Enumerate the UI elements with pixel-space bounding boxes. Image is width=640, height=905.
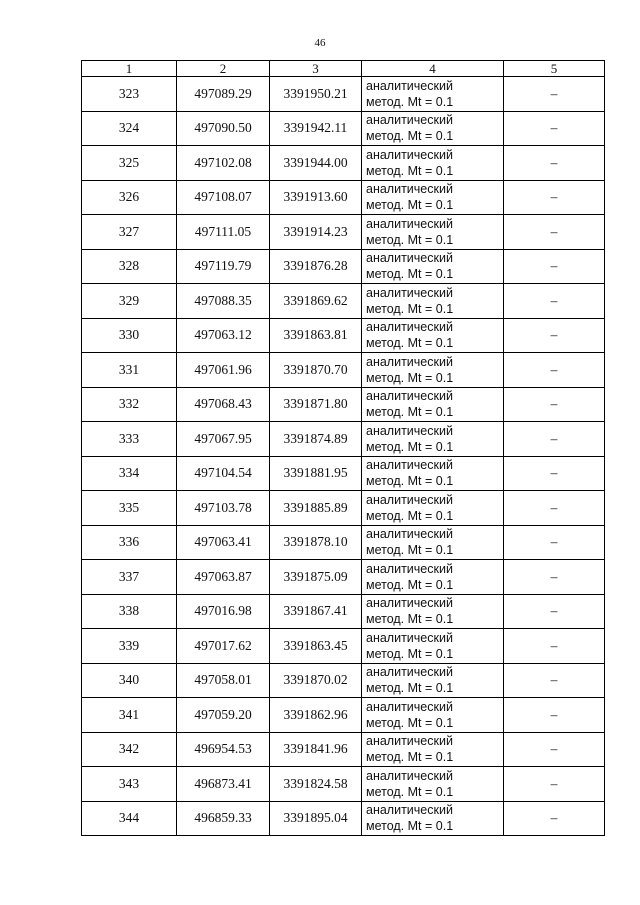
table-header-row bbox=[82, 61, 605, 77]
table-row bbox=[82, 353, 605, 388]
x-coordinate-cell: 497089.29 bbox=[177, 77, 270, 112]
point-number-cell: 336 bbox=[82, 525, 177, 560]
method-line-2: метод. Mt = 0.1 bbox=[366, 336, 454, 351]
method-line-2: метод. Mt = 0.1 bbox=[366, 474, 454, 489]
table-row bbox=[82, 387, 605, 422]
y-coordinate-cell: 3391944.00 bbox=[270, 146, 362, 181]
x-coordinate-cell: 497061.96 bbox=[177, 353, 270, 388]
method-line-1: аналитический bbox=[366, 734, 453, 749]
method-cell bbox=[362, 387, 504, 422]
table-row bbox=[82, 491, 605, 526]
table-row bbox=[82, 284, 605, 319]
method-line-1: аналитический bbox=[366, 423, 453, 438]
point-number-cell: 338 bbox=[82, 594, 177, 629]
point-number-cell: 339 bbox=[82, 629, 177, 664]
note-cell: – bbox=[504, 732, 605, 767]
method-cell bbox=[362, 353, 504, 388]
note-cell: – bbox=[504, 698, 605, 733]
method-line-1: аналитический bbox=[366, 527, 453, 542]
note-cell: – bbox=[504, 767, 605, 802]
x-coordinate-cell: 497017.62 bbox=[177, 629, 270, 664]
x-coordinate-cell: 497063.12 bbox=[177, 318, 270, 353]
note-cell: – bbox=[504, 491, 605, 526]
method-line-2: метод. Mt = 0.1 bbox=[366, 370, 454, 385]
note-cell: – bbox=[504, 456, 605, 491]
note-cell: – bbox=[504, 629, 605, 664]
table-row bbox=[82, 732, 605, 767]
method-line-1: аналитический bbox=[366, 665, 453, 680]
point-number-cell: 328 bbox=[82, 249, 177, 284]
table-row bbox=[82, 663, 605, 698]
note-cell: – bbox=[504, 422, 605, 457]
x-coordinate-cell: 497063.41 bbox=[177, 525, 270, 560]
method-line-1: аналитический bbox=[366, 320, 453, 335]
point-number-cell: 329 bbox=[82, 284, 177, 319]
note-cell: – bbox=[504, 318, 605, 353]
point-number-cell: 343 bbox=[82, 767, 177, 802]
note-cell: – bbox=[504, 180, 605, 215]
x-coordinate-cell: 497103.78 bbox=[177, 491, 270, 526]
y-coordinate-cell: 3391863.45 bbox=[270, 629, 362, 664]
table-row bbox=[82, 146, 605, 181]
method-line-1: аналитический bbox=[366, 389, 453, 404]
method-line-2: метод. Mt = 0.1 bbox=[366, 819, 454, 834]
x-coordinate-cell: 496873.41 bbox=[177, 767, 270, 802]
table-row bbox=[82, 456, 605, 491]
y-coordinate-cell: 3391863.81 bbox=[270, 318, 362, 353]
method-cell bbox=[362, 111, 504, 146]
note-cell: – bbox=[504, 249, 605, 284]
point-number-cell: 334 bbox=[82, 456, 177, 491]
y-coordinate-cell: 3391874.89 bbox=[270, 422, 362, 457]
table-row bbox=[82, 767, 605, 802]
method-cell bbox=[362, 629, 504, 664]
method-line-1: аналитический bbox=[366, 768, 453, 783]
method-cell bbox=[362, 249, 504, 284]
point-number-cell: 324 bbox=[82, 111, 177, 146]
point-number-cell: 337 bbox=[82, 560, 177, 595]
method-line-1: аналитический bbox=[366, 113, 453, 128]
x-coordinate-cell: 497102.08 bbox=[177, 146, 270, 181]
method-cell bbox=[362, 318, 504, 353]
point-number-cell: 327 bbox=[82, 215, 177, 250]
method-cell bbox=[362, 698, 504, 733]
method-cell bbox=[362, 422, 504, 457]
y-coordinate-cell: 3391862.96 bbox=[270, 698, 362, 733]
method-line-1: аналитический bbox=[366, 251, 453, 266]
y-coordinate-cell: 3391913.60 bbox=[270, 180, 362, 215]
method-line-2: метод. Mt = 0.1 bbox=[366, 163, 454, 178]
header-col-2: 2 bbox=[177, 61, 270, 77]
note-cell: – bbox=[504, 801, 605, 836]
header-col-4: 4 bbox=[362, 61, 504, 77]
note-cell: – bbox=[504, 146, 605, 181]
method-cell bbox=[362, 215, 504, 250]
point-number-cell: 344 bbox=[82, 801, 177, 836]
point-number-cell: 340 bbox=[82, 663, 177, 698]
point-number-cell: 333 bbox=[82, 422, 177, 457]
method-line-2: метод. Mt = 0.1 bbox=[366, 715, 454, 730]
method-line-2: метод. Mt = 0.1 bbox=[366, 646, 454, 661]
y-coordinate-cell: 3391878.10 bbox=[270, 525, 362, 560]
x-coordinate-cell: 497108.07 bbox=[177, 180, 270, 215]
method-line-2: метод. Mt = 0.1 bbox=[366, 129, 454, 144]
method-cell bbox=[362, 146, 504, 181]
method-line-1: аналитический bbox=[366, 699, 453, 714]
note-cell: – bbox=[504, 525, 605, 560]
method-line-1: аналитический bbox=[366, 596, 453, 611]
table-row bbox=[82, 111, 605, 146]
point-number-cell: 335 bbox=[82, 491, 177, 526]
method-line-2: метод. Mt = 0.1 bbox=[366, 267, 454, 282]
x-coordinate-cell: 497090.50 bbox=[177, 111, 270, 146]
method-line-2: метод. Mt = 0.1 bbox=[366, 612, 454, 627]
method-line-2: метод. Mt = 0.1 bbox=[366, 198, 454, 213]
note-cell: – bbox=[504, 387, 605, 422]
method-line-2: метод. Mt = 0.1 bbox=[366, 543, 454, 558]
table-row bbox=[82, 801, 605, 836]
y-coordinate-cell: 3391870.02 bbox=[270, 663, 362, 698]
x-coordinate-cell: 497059.20 bbox=[177, 698, 270, 733]
point-number-cell: 341 bbox=[82, 698, 177, 733]
point-number-cell: 331 bbox=[82, 353, 177, 388]
method-line-1: аналитический bbox=[366, 803, 453, 818]
point-number-cell: 330 bbox=[82, 318, 177, 353]
y-coordinate-cell: 3391881.95 bbox=[270, 456, 362, 491]
x-coordinate-cell: 497067.95 bbox=[177, 422, 270, 457]
y-coordinate-cell: 3391950.21 bbox=[270, 77, 362, 112]
note-cell: – bbox=[504, 353, 605, 388]
method-line-1: аналитический bbox=[366, 78, 453, 93]
x-coordinate-cell: 497119.79 bbox=[177, 249, 270, 284]
table-row bbox=[82, 698, 605, 733]
note-cell: – bbox=[504, 215, 605, 250]
table-row bbox=[82, 422, 605, 457]
method-cell bbox=[362, 767, 504, 802]
method-line-1: аналитический bbox=[366, 147, 453, 162]
x-coordinate-cell: 497104.54 bbox=[177, 456, 270, 491]
note-cell: – bbox=[504, 560, 605, 595]
method-line-2: метод. Mt = 0.1 bbox=[366, 405, 454, 420]
method-line-2: метод. Mt = 0.1 bbox=[366, 750, 454, 765]
method-line-2: метод. Mt = 0.1 bbox=[366, 681, 454, 696]
method-cell bbox=[362, 491, 504, 526]
method-cell bbox=[362, 180, 504, 215]
x-coordinate-cell: 497068.43 bbox=[177, 387, 270, 422]
table-row bbox=[82, 318, 605, 353]
method-cell bbox=[362, 801, 504, 836]
header-col-3: 3 bbox=[270, 61, 362, 77]
y-coordinate-cell: 3391824.58 bbox=[270, 767, 362, 802]
header-col-1: 1 bbox=[82, 61, 177, 77]
method-line-1: аналитический bbox=[366, 561, 453, 576]
coordinates-table bbox=[81, 60, 605, 836]
note-cell: – bbox=[504, 594, 605, 629]
y-coordinate-cell: 3391895.04 bbox=[270, 801, 362, 836]
method-line-1: аналитический bbox=[366, 285, 453, 300]
table-row bbox=[82, 215, 605, 250]
y-coordinate-cell: 3391914.23 bbox=[270, 215, 362, 250]
y-coordinate-cell: 3391871.80 bbox=[270, 387, 362, 422]
point-number-cell: 325 bbox=[82, 146, 177, 181]
x-coordinate-cell: 496859.33 bbox=[177, 801, 270, 836]
method-cell bbox=[362, 732, 504, 767]
page-number: 46 bbox=[314, 37, 326, 49]
method-cell bbox=[362, 77, 504, 112]
note-cell: – bbox=[504, 284, 605, 319]
table-row bbox=[82, 629, 605, 664]
y-coordinate-cell: 3391867.41 bbox=[270, 594, 362, 629]
method-line-2: метод. Mt = 0.1 bbox=[366, 577, 454, 592]
method-cell bbox=[362, 594, 504, 629]
note-cell: – bbox=[504, 77, 605, 112]
y-coordinate-cell: 3391875.09 bbox=[270, 560, 362, 595]
note-cell: – bbox=[504, 111, 605, 146]
method-cell bbox=[362, 663, 504, 698]
table-row bbox=[82, 180, 605, 215]
method-line-2: метод. Mt = 0.1 bbox=[366, 508, 454, 523]
table-row bbox=[82, 594, 605, 629]
x-coordinate-cell: 496954.53 bbox=[177, 732, 270, 767]
x-coordinate-cell: 497088.35 bbox=[177, 284, 270, 319]
method-cell bbox=[362, 456, 504, 491]
method-line-1: аналитический bbox=[366, 216, 453, 231]
method-cell bbox=[362, 284, 504, 319]
table-row bbox=[82, 249, 605, 284]
point-number-cell: 342 bbox=[82, 732, 177, 767]
y-coordinate-cell: 3391885.89 bbox=[270, 491, 362, 526]
point-number-cell: 323 bbox=[82, 77, 177, 112]
method-line-1: аналитический bbox=[366, 458, 453, 473]
y-coordinate-cell: 3391876.28 bbox=[270, 249, 362, 284]
y-coordinate-cell: 3391870.70 bbox=[270, 353, 362, 388]
method-line-2: метод. Mt = 0.1 bbox=[366, 232, 454, 247]
method-line-1: аналитический bbox=[366, 354, 453, 369]
note-cell: – bbox=[504, 663, 605, 698]
point-number-cell: 326 bbox=[82, 180, 177, 215]
table-row bbox=[82, 77, 605, 112]
method-line-2: метод. Mt = 0.1 bbox=[366, 94, 454, 109]
x-coordinate-cell: 497111.05 bbox=[177, 215, 270, 250]
method-line-1: аналитический bbox=[366, 492, 453, 507]
method-line-2: метод. Mt = 0.1 bbox=[366, 301, 454, 316]
y-coordinate-cell: 3391841.96 bbox=[270, 732, 362, 767]
header-col-5: 5 bbox=[504, 61, 605, 77]
method-cell bbox=[362, 560, 504, 595]
x-coordinate-cell: 497063.87 bbox=[177, 560, 270, 595]
x-coordinate-cell: 497058.01 bbox=[177, 663, 270, 698]
y-coordinate-cell: 3391942.11 bbox=[270, 111, 362, 146]
method-line-2: метод. Mt = 0.1 bbox=[366, 439, 454, 454]
method-line-2: метод. Mt = 0.1 bbox=[366, 784, 454, 799]
table-row bbox=[82, 525, 605, 560]
method-line-1: аналитический bbox=[366, 630, 453, 645]
table-row bbox=[82, 560, 605, 595]
method-cell bbox=[362, 525, 504, 560]
point-number-cell: 332 bbox=[82, 387, 177, 422]
x-coordinate-cell: 497016.98 bbox=[177, 594, 270, 629]
y-coordinate-cell: 3391869.62 bbox=[270, 284, 362, 319]
method-line-1: аналитический bbox=[366, 182, 453, 197]
